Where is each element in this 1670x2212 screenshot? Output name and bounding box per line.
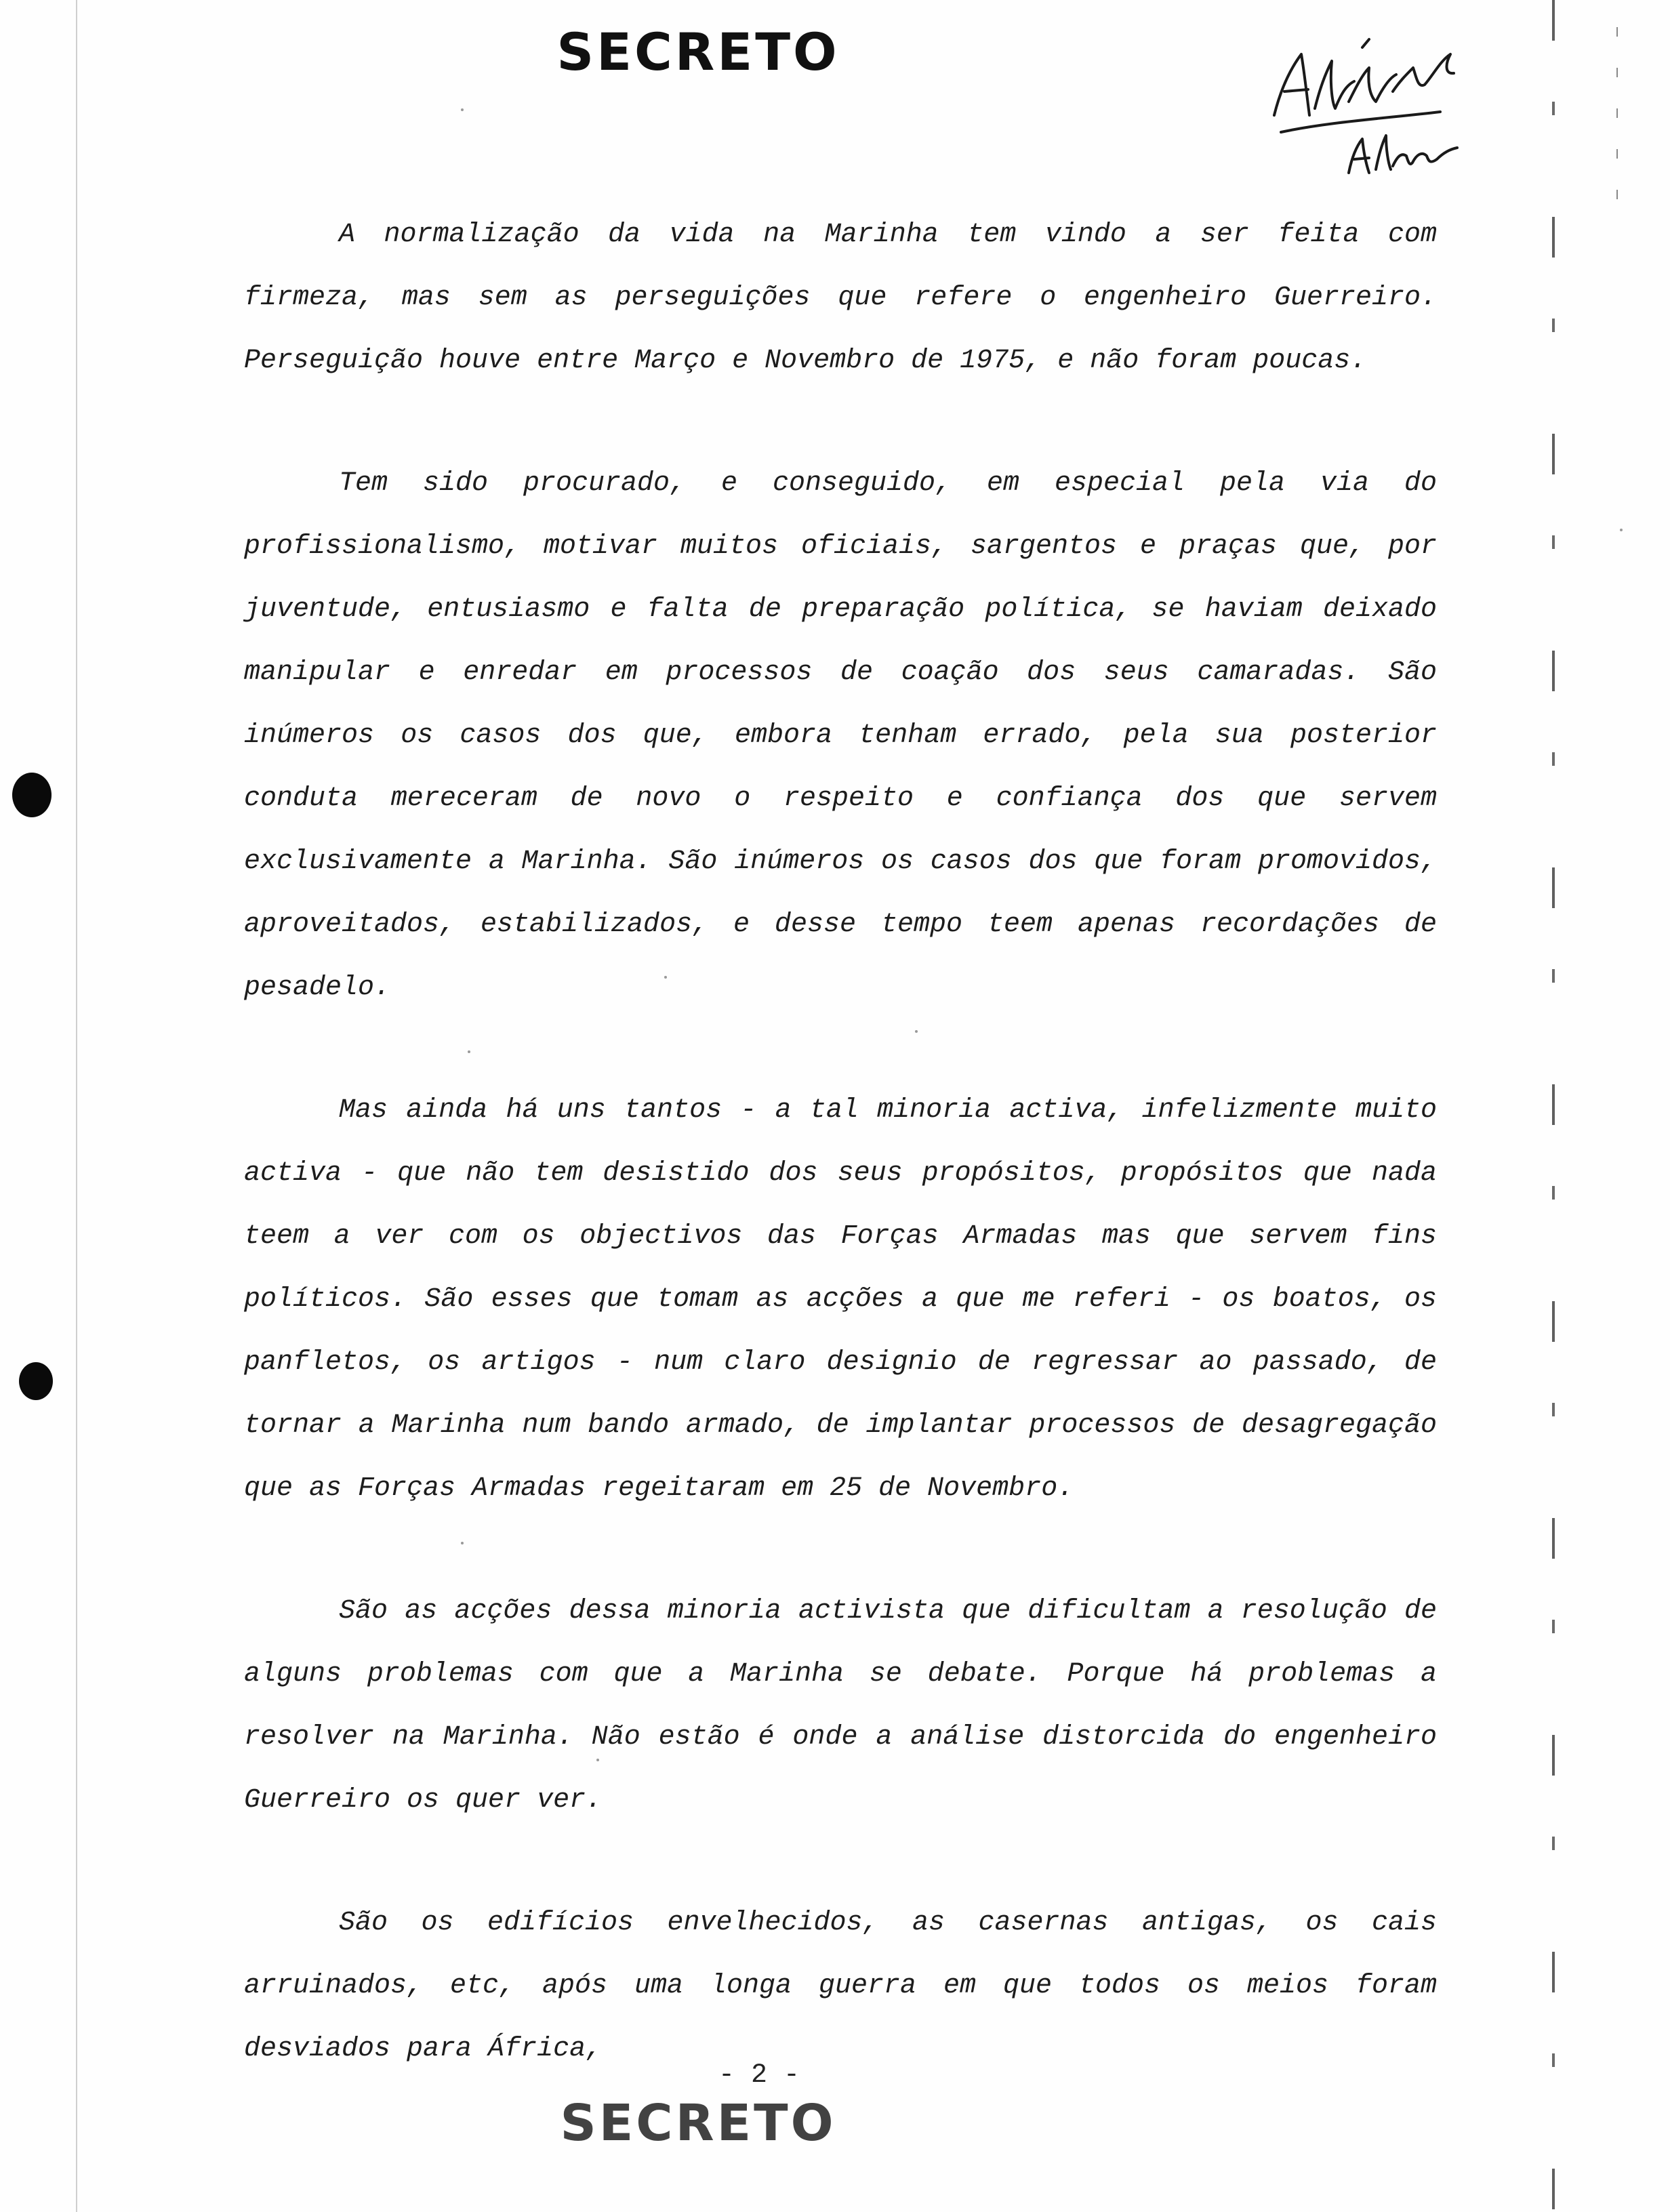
handwritten-annotation xyxy=(1267,27,1471,190)
scan-edge-right xyxy=(1552,0,1555,2212)
classification-footer: SECRETO xyxy=(560,2094,836,2152)
scan-speck xyxy=(461,108,464,111)
page-number: - 2 - xyxy=(718,2060,800,2091)
scan-edge-right-marks xyxy=(1616,27,1618,203)
classification-header: SECRETO xyxy=(556,22,840,82)
scan-speck xyxy=(1620,529,1623,531)
scan-speck xyxy=(915,1030,918,1033)
scan-speck xyxy=(461,1542,464,1544)
punch-hole-mark xyxy=(12,773,52,817)
paragraph: A normalização da vida na Marinha tem vindo a ser feita com firmeza, mas sem as perseguições que refere o engenheiro Guerreiro. Perseguição houve entre Março e Novembro de 1975, e não foram poucas. xyxy=(244,220,1437,376)
paragraph: São as acções dessa minoria activista que dificultam a resolução de alguns problemas com que a Marinha se debate. Porque há problemas a resolver na Marinha. Não estão é onde a análise distorcida do engenheiro Guerreiro os quer ver. xyxy=(244,1596,1437,1816)
paragraph: Mas ainda há uns tantos - a tal minoria activa, infelizmente muito activa - que não tem desistido dos seus propósitos, propósitos que nada teem a ver com os objectivos das Forças Armadas mas que servem fins políticos. São esses que tomam as acções a que me referi - os boatos, os panfletos, os artigos - num claro designio de regressar ao passado, de tornar a Marinha num bando armado, de implantar processos de desagregação que as Forças Armadas regeitaram em 25 de Novembro. xyxy=(244,1095,1437,1504)
paragraph: Tem sido procurado, e conseguido, em especial pela via do profissionalismo, motivar muitos oficiais, sargentos e praças que, por juventude, entusiasmo e falta de preparação política, se haviam deixado manipular e enredar em processos de coação dos seus camaradas. São inúmeros os casos dos que, embora tenham errado, pela sua posterior conduta mereceram de novo o respeito e confiança dos que servem exclusivamente a Marinha. São inúmeros os casos dos que foram promovidos, aproveitados, estabilizados, e desse tempo teem apenas recordações de pesadelo. xyxy=(244,468,1437,1003)
scan-speck xyxy=(468,1050,470,1053)
scan-edge-left xyxy=(76,0,77,2212)
punch-hole-mark xyxy=(19,1362,53,1400)
scan-speck xyxy=(596,1759,599,1761)
paragraph: São os edifícios envelhecidos, as casernas antigas, os cais arruinados, etc, após uma longa guerra em que todos os meios foram desviados para África, xyxy=(244,1908,1437,2064)
scan-speck xyxy=(664,976,667,979)
document-body xyxy=(244,203,1437,2140)
